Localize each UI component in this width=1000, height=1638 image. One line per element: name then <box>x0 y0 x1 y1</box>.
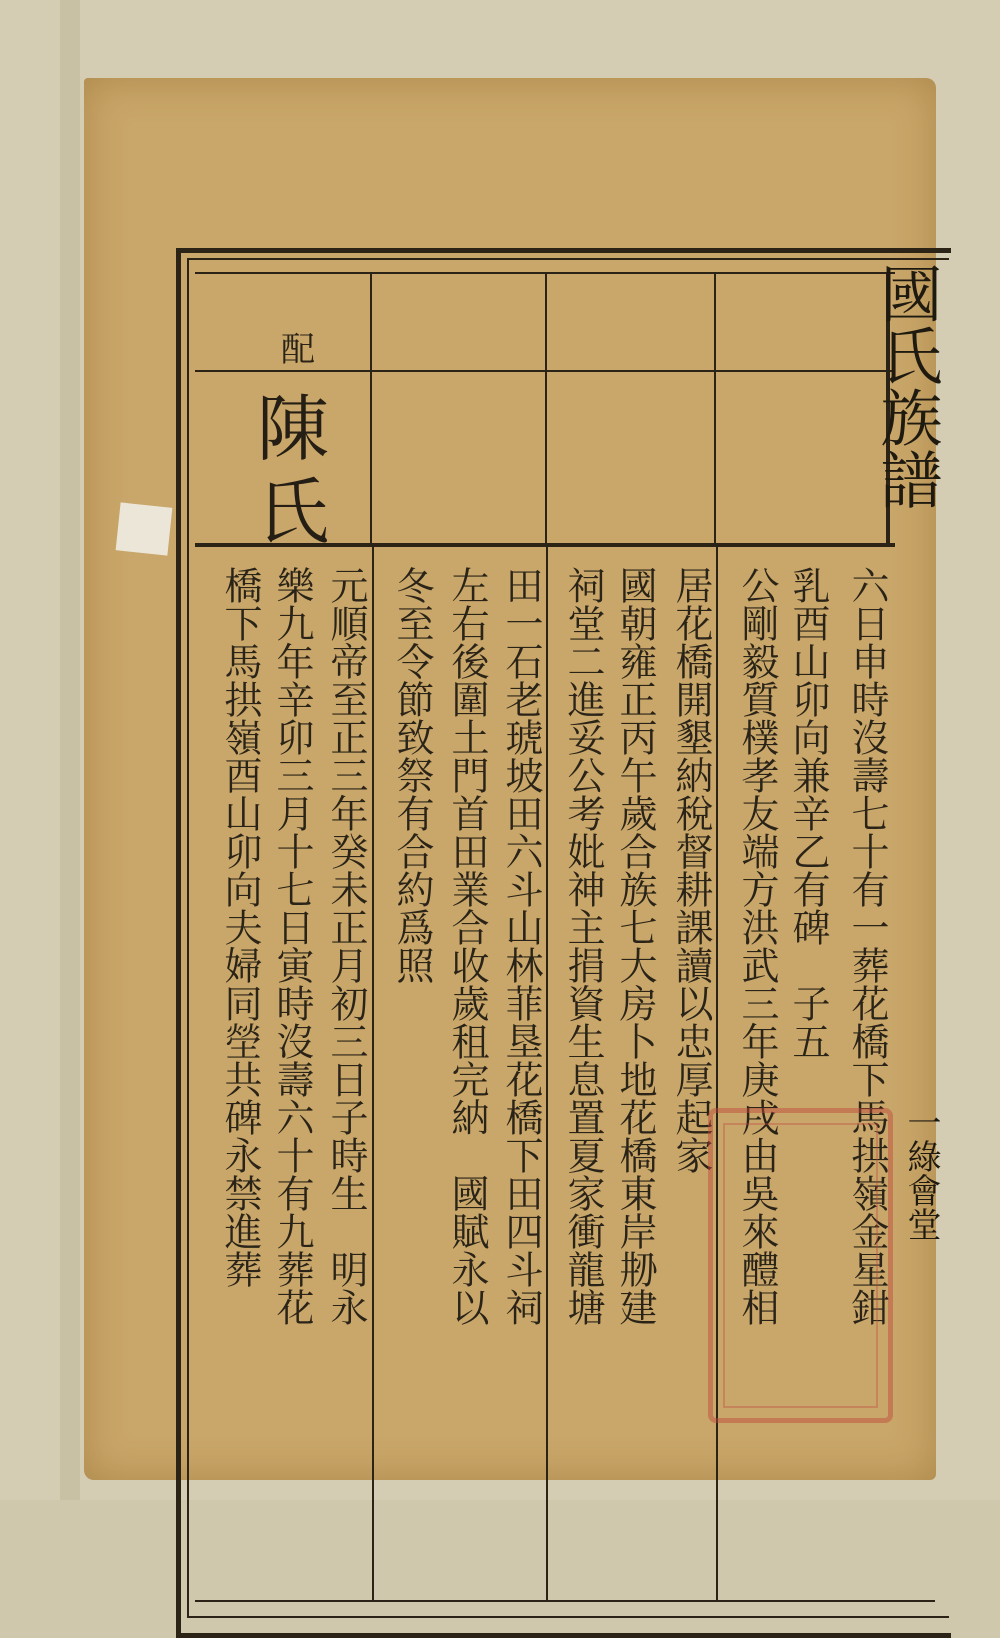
text-column-rule <box>546 545 548 1600</box>
text-column: 冬至令節致祭有合約爲照 <box>390 566 434 984</box>
text-column: 乳酉山卯向兼辛乙有碑 子五 <box>786 566 830 1060</box>
text-column: 樂九年辛卯三月十七日寅時沒壽六十有九葬花 <box>270 566 314 1326</box>
seal-inner-border <box>723 1123 878 1408</box>
mount-edge <box>60 0 80 1500</box>
text-column: 國朝雍正丙午歲合族七大房卜地花橋東岸刱建 <box>613 566 657 1326</box>
text-column: 公剛毅質樸孝友端方洪武三年庚戌由吳來醴相 <box>735 566 779 1326</box>
torn-corner <box>116 502 173 555</box>
text-column: 六日申時沒壽七十有一葬花橋下馬拱嶺金星鉗 <box>845 566 889 1326</box>
text-column: 祠堂二進妥公考妣神主捐資生息置夏家衝龍塘 <box>561 566 605 1326</box>
text-column: 元順帝至正三年癸未正月初三日子時生 明永 <box>324 566 368 1326</box>
table-column-divider <box>545 272 547 545</box>
table-column-divider <box>370 272 372 545</box>
seal-stamp <box>708 1108 893 1423</box>
book-title-banner: 國氏族譜 <box>870 262 943 510</box>
text-column-rule <box>372 545 374 1600</box>
table-column-divider <box>714 272 716 545</box>
hall-name: 一綠會堂 <box>901 1105 941 1241</box>
spouse-name: 陳氏 <box>256 387 329 554</box>
text-column-rule <box>716 545 718 1600</box>
spouse-label: 配 <box>281 330 315 370</box>
text-column: 左右後圍土門首田業合收歲租完納 國賦永以 <box>445 566 489 1326</box>
text-column: 田一石老琥坡田六斗山林菲垦花橋下田四斗祠 <box>499 566 543 1326</box>
text-column: 居花橋開墾納稅督耕課讀以忠厚起家 <box>669 566 713 1174</box>
text-column: 橋下馬拱嶺酉山卯向夫婦同塋共碑永禁進葬 <box>218 566 262 1288</box>
text-bottom-border <box>195 1600 935 1602</box>
